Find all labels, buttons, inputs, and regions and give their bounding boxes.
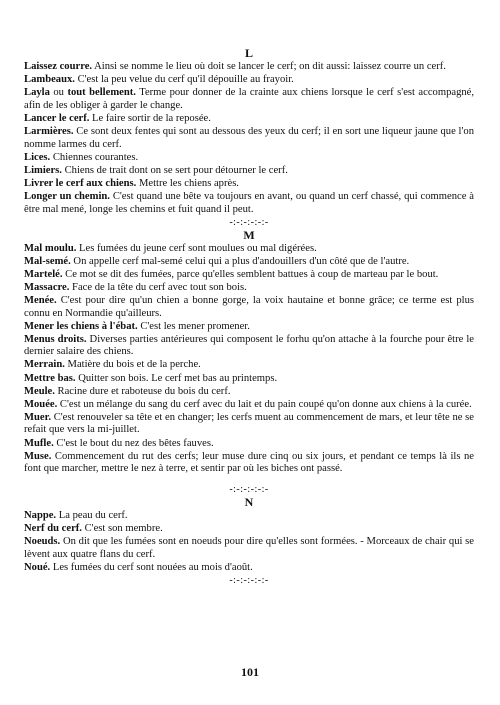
glossary-entry — [24, 178, 474, 191]
glossary-entry — [24, 523, 474, 536]
page-number: 101 — [241, 665, 259, 679]
entry-term: Meule. — [24, 385, 55, 397]
glossary-entry — [24, 61, 474, 74]
glossary-entry — [24, 152, 474, 165]
glossary-entry — [24, 113, 474, 126]
glossary-entry — [24, 536, 474, 561]
entry-definition: C'est pour dire qu'un chien a bonne gorge, la voix hautaine et bonne grâce; ce terme est plus connu en Normandie qu'ailleurs. — [24, 295, 474, 319]
glossary-entry — [24, 412, 474, 437]
glossary-entry — [24, 269, 474, 282]
entry-definition: ou — [49, 87, 68, 99]
entry-definition: C'est renouveler sa tête et en changer; les cerfs muent au commencement de mars, et leur tête ne se refait que vers la mi-juillet. — [24, 411, 474, 436]
entry-definition: La peau du cerf. — [56, 509, 128, 521]
glossary-entry — [24, 373, 474, 386]
entry-definition: C'est quand une bête va toujours en avant, ou quand un cerf chassé, qui commence à être mal mené, longe les chemins et fuit quand il peut. — [24, 190, 474, 215]
glossary-entry — [24, 321, 474, 334]
entry-term: Menée. — [24, 295, 57, 306]
entry-term: Mufle. — [24, 437, 54, 449]
entry-term: Mal moulu. — [24, 242, 77, 254]
entry-term: Mouée. — [24, 398, 58, 410]
section-letter-l: L — [244, 46, 253, 60]
entry-definition: On appelle cerf mal-semé celui qui a plus d'andouillers d'un côté que de l'autre. — [70, 255, 410, 267]
entry-definition: Commencement du rut des cerfs; leur muse dure cinq ou six jours, et pendant ce temps là ils ne font que marcher, mettre le nez à terre, et sentir par où les biches ont passé. — [24, 450, 474, 475]
entry-definition: C'est la peu velue du cerf qu'il dépouille au frayoir. — [74, 74, 294, 86]
entry-term: Massacre. — [24, 281, 70, 293]
glossary-entry — [24, 295, 474, 320]
glossary-entry — [24, 256, 474, 269]
entry-definition: C'est les mener promener. — [137, 320, 250, 332]
entry-definition: Matière du bois et de la perche. — [64, 359, 201, 371]
entry-term: Martelé. — [24, 268, 63, 280]
glossary-entry — [24, 282, 474, 295]
entry-term: tout bellement. — [67, 87, 136, 99]
entry-definition: C'est le bout du nez des bêtes fauves. — [53, 437, 214, 449]
entry-term: Mener les chiens à l'ébat. — [24, 320, 138, 332]
section-separator: -:-:-:-:-:- — [229, 483, 269, 495]
glossary-entry — [24, 451, 474, 476]
entry-term: Lices. — [24, 151, 51, 163]
glossary-entry — [24, 359, 474, 372]
glossary-entry — [24, 191, 474, 216]
entry-term: Lambeaux. — [24, 74, 75, 86]
entry-term: Nerf du cerf. — [24, 522, 82, 534]
entry-term: Limiers. — [24, 164, 62, 176]
entry-definition: Terme pour donner de la crainte aux chiens lorsque le cerf s'est accompagné, afin de les obliger à garder le change. — [24, 87, 475, 111]
entry-term: Menus droits. — [24, 333, 87, 345]
glossary-entry — [24, 334, 474, 359]
entry-definition: C'est un mélange du sang du cerf avec du lait et du pain coupé qu'on donne aux chiens à la curée. — [57, 398, 472, 410]
entry-definition: Ce sont deux fentes qui sont au dessous des yeux du cerf; il en sort une liqueur jaune que l'on nomme larmes du cerf. — [24, 125, 474, 150]
glossary-entry — [24, 399, 474, 412]
entry-term: Lancer le cerf. — [24, 112, 90, 124]
entry-definition: Chiennes courantes. — [50, 151, 139, 163]
entry-term: Longer un chemin. — [24, 190, 110, 202]
entry-definition: Ce mot se dit des fumées, parce qu'elles semblent battues à coup de marteau par le bout. — [62, 268, 439, 280]
entry-definition: Ainsi se nomme le lieu où doit se lancer le cerf; on dit aussi: laissez courre un cerf. — [92, 61, 446, 72]
entry-definition: Diverses parties antérieures qui composent le forhu qu'on attache à la fourche pour être le dernier salaire des chiens. — [24, 333, 474, 358]
entry-definition: Chiens de trait dont on se sert pour détourner le cerf. — [61, 164, 288, 176]
glossary-entry — [24, 562, 474, 575]
glossary-entry — [24, 165, 474, 178]
entry-term: Larmières. — [24, 125, 74, 137]
entry-definition: On dit que les fumées sont en noeuds pour dire qu'elles sont formées. - Morceaux de chair qui se lèvent aux quatre flans du cerf. — [24, 536, 474, 560]
entry-term: Nappe. — [24, 509, 57, 521]
entry-term: Noeuds. — [24, 536, 61, 547]
entry-definition: Le faire sortir de la reposée. — [89, 112, 211, 124]
entry-term: Laissez courre. — [24, 61, 93, 72]
entry-term: Mettre bas. — [24, 372, 76, 384]
entry-definition: Mettre les chiens après. — [136, 177, 239, 189]
entry-definition: C'est son membre. — [81, 522, 163, 534]
entry-definition: Racine dure et raboteuse du bois du cerf. — [54, 385, 231, 397]
section-letter-n: N — [244, 494, 254, 509]
glossary-entry — [24, 126, 474, 151]
glossary-entry — [24, 74, 474, 87]
entry-term: Merrain. — [24, 359, 65, 371]
entry-definition: Face de la tête du cerf avec tout son bois. — [69, 281, 247, 293]
glossary-entry — [24, 87, 474, 112]
entry-definition: Quitter son bois. Le cerf met bas au printemps. — [75, 372, 278, 384]
glossary-entry — [24, 510, 474, 523]
entry-term: Mal-semé. — [24, 255, 71, 267]
entry-term: Noué. — [24, 561, 51, 573]
section-separator: -:-:-:-:-:- — [229, 574, 269, 586]
entry-definition: Les fumées du cerf sont nouées au mois d'août. — [50, 561, 253, 573]
entry-definition: Les fumées du jeune cerf sont moulues ou mal digérées. — [76, 242, 317, 254]
section-separator: -:-:-:-:-:- — [229, 216, 269, 228]
glossary-entry — [24, 243, 474, 256]
glossary-entry — [24, 386, 474, 399]
glossary-entry — [24, 438, 474, 451]
glossary-content — [24, 46, 474, 586]
entry-term: Livrer le cerf aux chiens. — [24, 177, 137, 189]
entry-term: Layla — [24, 87, 50, 99]
entry-term: Muse. — [24, 450, 52, 462]
section-letter-m: M — [243, 227, 255, 242]
entry-term: Muer. — [24, 411, 51, 423]
